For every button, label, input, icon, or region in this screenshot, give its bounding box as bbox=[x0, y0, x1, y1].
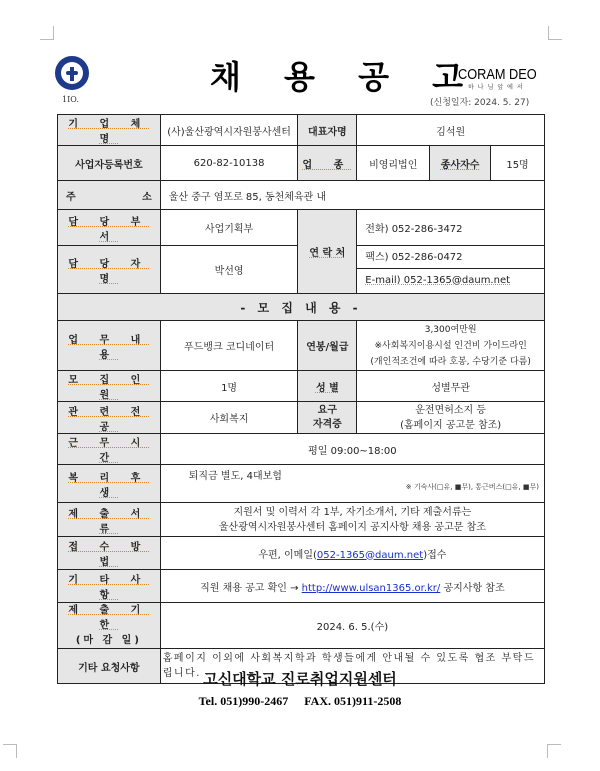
motto-sub: 하나님앞에서 bbox=[468, 84, 527, 91]
employees-label: 종사자수 bbox=[430, 146, 491, 181]
job-posting-table bbox=[57, 114, 545, 684]
footer-contact bbox=[0, 694, 600, 709]
email: E-mail) 052-1365@daum.net bbox=[365, 275, 511, 286]
apply-label: 접 수 방 법 bbox=[58, 537, 161, 570]
cert-label: 요구 자격증 bbox=[298, 402, 357, 434]
salary: 3,300여만원 ※사회복지이용시설 인건비 가이드라인 (개인적조건에 따라 호봉, 수당기준 다름) bbox=[357, 321, 545, 371]
website-link[interactable]: http://www.ulsan1365.or.kr/ bbox=[301, 582, 441, 594]
employees: 15명 bbox=[491, 146, 545, 181]
salary-label: 연봉/월급 bbox=[298, 321, 357, 371]
company-name-label: 기 업 체 명 bbox=[58, 115, 161, 146]
request-date: (신청일자: 2024. 5. 27) bbox=[430, 98, 530, 108]
page-title: 채 용 공 고 bbox=[210, 58, 480, 96]
hours-label: 근 무 시 간 bbox=[58, 434, 161, 465]
reg-no-label: 사업자등록번호 bbox=[58, 146, 161, 181]
manager-label: 담 당 자 명 bbox=[58, 246, 161, 294]
fax: 팩스) 052-286-0472 bbox=[357, 246, 544, 269]
docs-label: 제 출 서 류 bbox=[58, 503, 161, 537]
page-corner-mark bbox=[547, 744, 561, 758]
footer-fax: FAX. 051)911-2508 bbox=[304, 694, 402, 708]
company-name: (사)울산광역시자원봉사센터 bbox=[160, 115, 298, 146]
phone: 전화) 052-286-3472 bbox=[357, 210, 545, 246]
address-label: 주 소 bbox=[58, 181, 161, 210]
address: 울산 중구 염포로 85, 동천체육관 내 bbox=[160, 181, 544, 210]
docs: 지원서 및 이력서 각 1부, 자기소개서, 기타 제출서류는 울산광역시자원봉사센터 홈페이지 공지사항 채용 공고문 참조 bbox=[160, 503, 544, 537]
ceo-label: 대표자명 bbox=[298, 115, 357, 146]
request-label: 기타 요청사항 bbox=[58, 649, 161, 684]
hours: 평일 09:00~18:00 bbox=[160, 434, 544, 465]
etc: 직원 채용 공고 확인 → http://www.ulsan1365.or.kr/ 공지사항 참조 bbox=[160, 570, 544, 603]
logo-caption: 1IO. bbox=[62, 95, 79, 104]
deadline: 2024. 6. 5.(수) bbox=[160, 603, 544, 649]
industry-label: 업 종 bbox=[298, 146, 357, 181]
etc-label: 기 타 사 항 bbox=[58, 570, 161, 603]
motto: CORAM DEO bbox=[458, 66, 537, 83]
university-logo-icon bbox=[55, 56, 89, 90]
dept: 사업기획부 bbox=[160, 210, 298, 246]
page-corner-mark bbox=[548, 26, 562, 40]
welfare-label: 복 리 후 생 bbox=[58, 465, 161, 503]
headcount: 1명 bbox=[160, 371, 298, 402]
apply-method: 우편, 이메일(052-1365@daum.net)접수 bbox=[160, 537, 544, 570]
page-corner-mark bbox=[3, 744, 17, 758]
cert: 운전면허소지 등 (홈페이지 공고문 참조) bbox=[357, 402, 545, 434]
ceo-name: 김석원 bbox=[357, 115, 545, 146]
gender: 성별무관 bbox=[357, 371, 545, 402]
dept-label: 담 당 부 서 bbox=[58, 210, 161, 246]
duty-label: 업 무 내 용 bbox=[58, 321, 161, 371]
deadline-label: 제 출 기 한 (마 감 일) bbox=[58, 603, 161, 649]
apply-email-link[interactable]: 052-1365@daum.net bbox=[316, 549, 424, 561]
contact-label: 연 락 처 bbox=[298, 210, 357, 294]
fax-email-cell bbox=[357, 246, 545, 294]
welfare: 퇴직금 별도, 4대보험 ※ 기숙사(□유, ■무), 통근버스(□유, ■무) bbox=[160, 465, 544, 503]
reg-no: 620-82-10138 bbox=[160, 146, 298, 181]
headcount-label: 모 집 인 원 bbox=[58, 371, 161, 402]
recruit-section-title: - 모 집 내 용 - bbox=[58, 294, 545, 321]
request: 홈페이지 이외에 사회복지학과 학생들에게 안내될 수 있도록 협조 부탁드립니다. bbox=[160, 649, 544, 684]
manager: 박선영 bbox=[160, 246, 298, 294]
footer-tel: Tel. 051)990-2467 bbox=[198, 694, 289, 708]
page-corner-mark bbox=[40, 26, 54, 40]
welfare-note: ※ 기숙사(□유, ■무), 통근버스(□유, ■무) bbox=[405, 483, 539, 491]
industry: 비영리법인 bbox=[357, 146, 430, 181]
gender-label: 성 별 bbox=[298, 371, 357, 402]
major-label: 관 련 전 공 bbox=[58, 402, 161, 434]
duty: 푸드뱅크 코디네이터 bbox=[160, 321, 298, 371]
major: 사회복지 bbox=[160, 402, 298, 434]
footer-organization: 고신대학교 진로취업지원센터 bbox=[203, 670, 397, 688]
